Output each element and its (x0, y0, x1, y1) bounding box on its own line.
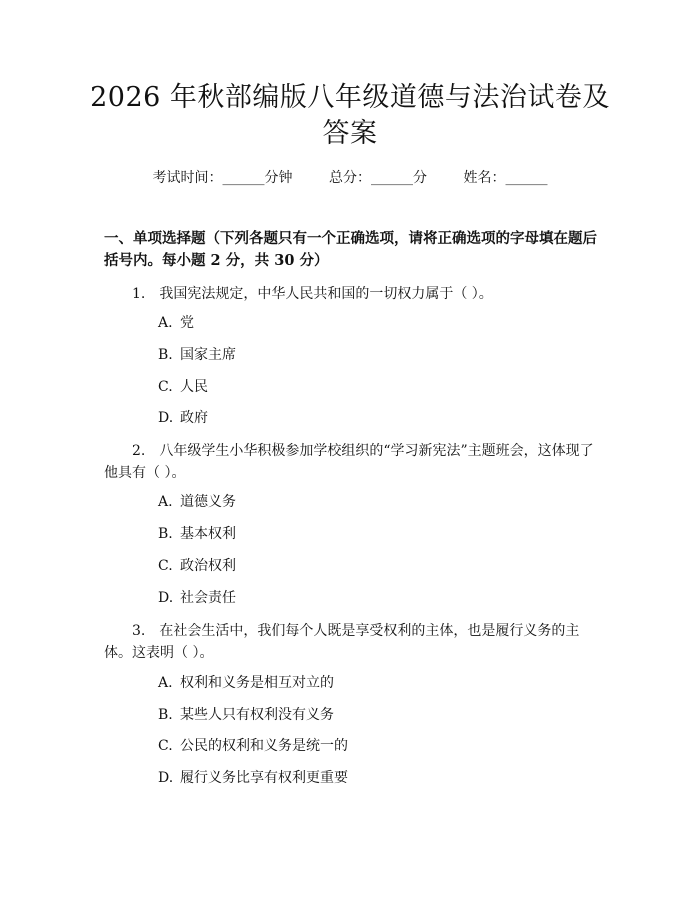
question-number: 2. (132, 443, 146, 459)
option-letter: D. (158, 770, 174, 786)
option-text: 公民的权利和义务是统一的 (180, 738, 348, 754)
option-text: 某些人只有权利没有义务 (180, 707, 334, 723)
option-text: 基本权利 (180, 526, 236, 542)
question-1-option-d (158, 408, 208, 428)
total-score-field (329, 170, 427, 186)
question-3 (104, 620, 604, 664)
question-1-option-a (158, 313, 194, 333)
total-score-blank: ______ (371, 170, 413, 186)
exam-title: 2026 年秋部编版八年级道德与法治试卷及答案 (90, 82, 610, 149)
question-3-option-c (158, 736, 348, 756)
total-score-unit: 分 (413, 170, 427, 186)
exam-info-line (0, 168, 700, 188)
question-2-option-b (158, 524, 236, 544)
student-name-field (463, 170, 547, 186)
question-3-option-d (158, 768, 348, 788)
option-letter: B. (158, 347, 173, 363)
option-text: 权利和义务是相互对立的 (180, 675, 334, 691)
option-text: 人民 (180, 379, 208, 395)
option-text: 履行义务比享有权利更重要 (180, 770, 348, 786)
option-text: 政治权利 (180, 558, 236, 574)
option-text: 道德义务 (180, 494, 236, 510)
exam-time-unit: 分钟 (264, 170, 293, 186)
option-letter: D. (158, 410, 174, 426)
option-letter: A. (158, 315, 173, 331)
student-name-label: 姓名： (463, 170, 506, 186)
question-2-option-c (158, 556, 236, 576)
question-3-option-b (158, 705, 334, 725)
question-text: 在社会生活中，我们每个人既是享受权利的主体，也是履行义务的主体。这表明（ ）。 (104, 623, 580, 661)
option-letter: A. (158, 494, 173, 510)
question-1 (104, 283, 604, 305)
section-heading: 一、单项选择题（下列各题只有一个正确选项，请将正确选项的字母填在题后括号内。每小题 2 分，共 30 分） (104, 230, 597, 269)
question-2-option-d (158, 588, 236, 608)
exam-time-label: 考试时间： (152, 170, 223, 186)
question-3-option-a (158, 673, 334, 693)
question-text: 我国宪法规定，中华人民共和国的一切权力属于（ ）。 (159, 286, 493, 302)
option-text: 党 (180, 315, 194, 331)
option-text: 社会责任 (180, 590, 236, 606)
question-text: 八年级学生小华积极参加学校组织的“学习新宪法”主题班会，这体现了他具有（ ）。 (104, 443, 594, 481)
question-1-option-c (158, 377, 208, 397)
question-number: 3. (132, 623, 146, 639)
option-letter: B. (158, 526, 173, 542)
question-2-option-a (158, 492, 236, 512)
question-number: 1. (132, 286, 146, 302)
question-2 (104, 440, 604, 484)
option-letter: B. (158, 707, 173, 723)
student-name-blank: ______ (505, 170, 548, 186)
exam-time-field (153, 170, 293, 186)
option-letter: A. (158, 675, 173, 691)
total-score-label: 总分： (329, 170, 371, 186)
option-letter: C. (158, 738, 173, 754)
question-1-option-b (158, 345, 236, 365)
option-text: 国家主席 (180, 347, 236, 363)
option-text: 政府 (180, 410, 208, 426)
exam-time-blank: ______ (222, 170, 265, 186)
option-letter: C. (158, 379, 173, 395)
option-letter: D. (158, 590, 174, 606)
option-letter: C. (158, 558, 173, 574)
